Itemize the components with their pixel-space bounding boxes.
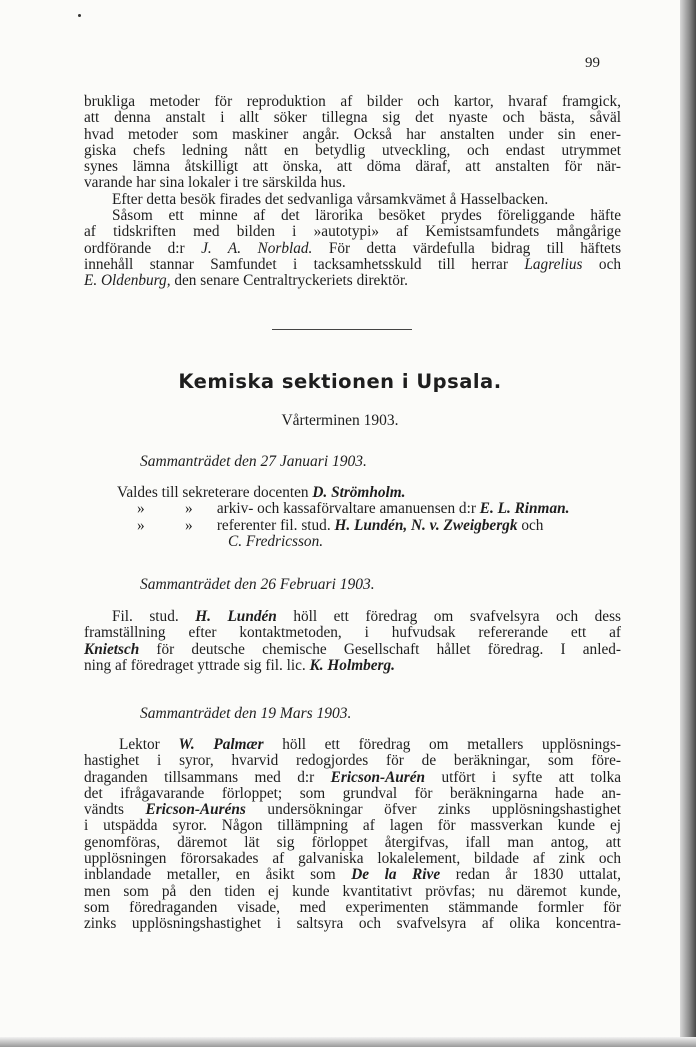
- text-line: varande har sina lokaler i tre särskilda hus.: [84, 174, 346, 192]
- text-line: Knietsch för deutsche chemische Gesellschaft hållet föredrag. I anled-: [84, 640, 621, 658]
- text-line: brukliga metoder för reproduktion af bilder och kartor, hvaraf framgick,: [84, 93, 621, 110]
- person-name: De la Rive: [351, 866, 441, 884]
- text-line: ordförande d:r J. A. Norblad. För detta värdefulla bidrag till häftets: [84, 239, 622, 257]
- page-number: 99: [585, 55, 600, 71]
- person-name: H. Lundén, N. v. Zweigbergk: [334, 516, 518, 534]
- text-line: men som på den tiden ej kunde kvantitativt prövfas; nu däremot kunde,: [84, 882, 621, 900]
- text-line: af tidskriften med bilden i »autotypi» af Kemistsamfundets mångårige: [84, 223, 621, 241]
- person-name: Knietsch: [84, 640, 140, 658]
- person-name: Lagrelius: [524, 255, 583, 273]
- page-edge-shadow: [680, 0, 696, 1047]
- person-name: D. Strömholm.: [312, 484, 406, 501]
- text-line: Lektor W. Palmær höll ett föredrag om metallers upplösnings-: [119, 736, 621, 753]
- person-name: J. A. Norblad.: [201, 239, 313, 257]
- text-line: ning af föredraget yttrade sig fil. lic. K. Holmberg.: [84, 656, 395, 674]
- text-line: synes lämna åtskilligt att önska, att döma däraf, att anstalten för när-: [84, 158, 621, 176]
- election-line: » » arkiv- och kassaförvaltare amanuensen d:r E. L. Rinman.: [137, 500, 570, 518]
- scan-speck: [78, 14, 81, 17]
- text-line: Såsom ett minne af det lärorika besöket prydes föreliggande häfte: [112, 207, 621, 225]
- text-line: giska chefs ledning nått en betydlig utveckling, och endast utrymmet: [84, 141, 621, 159]
- intro-paragraph: [84, 94, 621, 290]
- text-line: E. Oldenburg, den senare Centraltryckeriets direktör.: [84, 272, 408, 290]
- text-line: i utspädda syror. Någon tillämpning af lagen för massverkan kunde ej: [84, 817, 621, 835]
- person-name: H. Lundén: [195, 608, 277, 625]
- text-line: som föredraganden visade, med experimenten stämmande formler för: [84, 898, 621, 916]
- term-subtitle: Vårterminen 1903.: [281, 412, 399, 429]
- person-name: E. Oldenburg,: [84, 272, 171, 290]
- election-line: » » referenter fil. stud. H. Lundén, N. v. Zweigbergk och: [137, 516, 544, 534]
- text-line: att denna anstalt i allt söker tillegna sig det nyaste och bästa, såväl: [84, 109, 621, 127]
- text-line: upplösningen förorsakades af galvaniska lokalelement, bildade af zink och: [84, 850, 621, 868]
- text-line: innehåll stannar Samfundet i tacksamhetsskuld till herrar Lagrelius och: [84, 255, 622, 273]
- person-name: E. L. Rinman.: [479, 500, 570, 518]
- text-line: hastighet i syror, hvarvid redogjordes för de beräkningar, som före-: [84, 752, 621, 770]
- text-line: vändts Ericson-Auréns undersökningar öfver zinks upplösningshastighet: [84, 801, 622, 819]
- meeting-heading: Sammanträdet den 26 Februari 1903.: [140, 576, 375, 593]
- text-line: genomföras, däremot lät sig förloppet återgifvas, ifall man antog, att: [84, 833, 621, 851]
- text-line: hvad metoder som maskiner angår. Också har anstalten under sin ener-: [84, 125, 621, 143]
- text-line: Fil. stud. H. Lundén höll ett föredrag om svafvelsyra och dess: [112, 608, 621, 625]
- meeting-paragraph: [84, 737, 621, 933]
- election-list: [117, 485, 627, 550]
- person-name: K. Holmberg.: [309, 656, 395, 674]
- text-line: zinks upplösningshastighet i saltsyra och svafvelsyra af olika koncentra-: [84, 915, 621, 933]
- meeting-heading: Sammanträdet den 27 Januari 1903.: [140, 453, 367, 470]
- text-line: draganden tillsammans med d:r Ericson-Aurén utfört i syfte att tolka: [84, 768, 622, 786]
- meeting-heading: Sammanträdet den 19 Mars 1903.: [140, 705, 352, 722]
- person-name: Ericson-Auréns: [145, 801, 246, 819]
- election-line: [117, 534, 627, 550]
- text-line: framställning efter kontaktmetoden, i hufvudsak refererande ett af: [84, 624, 621, 642]
- election-line: Valdes till sekreterare docenten D. Strömholm.: [117, 484, 406, 501]
- meeting-paragraph: [84, 609, 621, 674]
- person-name: C. Fredricsson.: [228, 532, 324, 550]
- text-line: Efter detta besök firades det sedvanliga vårsamkvämet å Hasselbacken.: [112, 190, 549, 208]
- section-title: Kemiska sektionen i Upsala.: [178, 370, 502, 393]
- section-divider: [272, 329, 412, 330]
- person-name: Ericson-Aurén: [330, 768, 426, 786]
- text-line: inblandade metaller, en åsikt som De la Rive redan år 1830 uttalat,: [84, 866, 622, 884]
- text-line: det ifrågavarande förloppet; som grundval för beräkningarna hade an-: [84, 784, 621, 802]
- person-name: W. Palmær: [178, 736, 264, 753]
- page-bottom-shadow: [0, 1037, 696, 1047]
